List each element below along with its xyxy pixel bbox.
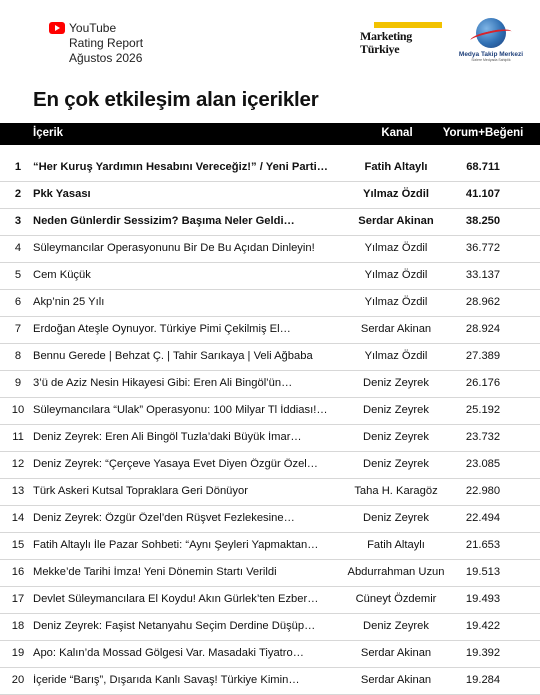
column-header-content: İçerik bbox=[33, 127, 64, 139]
rank-cell: 4 bbox=[14, 242, 22, 254]
score-cell: 19.392 bbox=[465, 647, 501, 659]
score-cell: 28.924 bbox=[465, 323, 501, 335]
table-row bbox=[0, 587, 540, 614]
table-row bbox=[0, 317, 540, 344]
title-cell: Cem Küçük bbox=[33, 269, 91, 281]
table-row bbox=[0, 425, 540, 452]
rank-cell: 17 bbox=[11, 593, 25, 605]
ranking-table bbox=[0, 123, 540, 695]
channel-cell: Serdar Akinan bbox=[360, 647, 432, 659]
rank-cell: 2 bbox=[14, 188, 22, 200]
logo-bar bbox=[374, 22, 442, 28]
mtm-logo-name: Medya Takip Merkezi bbox=[458, 51, 524, 58]
channel-cell: Cüneyt Özdemir bbox=[355, 593, 437, 605]
report-header bbox=[0, 18, 540, 78]
channel-cell: Abdurrahman Uzun bbox=[347, 566, 445, 578]
score-cell: 22.494 bbox=[465, 512, 501, 524]
table-row bbox=[0, 263, 540, 290]
table-header bbox=[0, 123, 540, 145]
title-cell: Deniz Zeyrek: “Çerçeve Yasaya Evet Diyen Özgür Özel… bbox=[33, 458, 318, 470]
rank-cell: 3 bbox=[14, 215, 22, 227]
rank-cell: 14 bbox=[11, 512, 25, 524]
rank-cell: 16 bbox=[11, 566, 25, 578]
column-header-channel: Kanal bbox=[381, 127, 413, 139]
title-cell: Neden Günlerdir Sessizim? Başıma Neler Geldi… bbox=[33, 215, 295, 227]
page-title: En çok etkileşim alan içerikler bbox=[33, 88, 319, 111]
marketing-turkiye-logo bbox=[360, 22, 442, 68]
table-row bbox=[0, 344, 540, 371]
channel-cell: Yılmaz Özdil bbox=[364, 350, 428, 362]
title-cell: Mekke’de Tarihi İmza! Yeni Dönemin Startı Verildi bbox=[33, 566, 277, 578]
title-cell: “Her Kuruş Yardımın Hesabını Vereceğiz!” / Yeni Parti… bbox=[33, 161, 328, 173]
title-cell: Deniz Zeyrek: Özgür Özel’den Rüşvet Fezlekesine… bbox=[33, 512, 295, 524]
channel-cell: Deniz Zeyrek bbox=[363, 404, 429, 416]
channel-cell: Deniz Zeyrek bbox=[363, 512, 429, 524]
rank-cell: 18 bbox=[11, 620, 25, 632]
table-row bbox=[0, 641, 540, 668]
table-row bbox=[0, 668, 540, 695]
score-cell: 25.192 bbox=[465, 404, 501, 416]
channel-cell: Serdar Akinan bbox=[360, 674, 432, 686]
rank-cell: 8 bbox=[14, 350, 22, 362]
rank-cell: 7 bbox=[14, 323, 22, 335]
rank-cell: 13 bbox=[11, 485, 25, 497]
title-cell: Bennu Gerede | Behzat Ç. | Tahir Sarıkaya | Veli Ağbaba bbox=[33, 350, 313, 362]
score-cell: 38.250 bbox=[465, 215, 501, 227]
score-cell: 33.137 bbox=[465, 269, 501, 281]
score-cell: 41.107 bbox=[465, 188, 501, 200]
channel-cell: Deniz Zeyrek bbox=[363, 431, 429, 443]
score-cell: 19.284 bbox=[465, 674, 501, 686]
score-cell: 26.176 bbox=[465, 377, 501, 389]
rank-cell: 20 bbox=[11, 674, 25, 686]
platform-name: YouTube bbox=[69, 21, 117, 35]
table-row bbox=[0, 371, 540, 398]
table-row bbox=[0, 398, 540, 425]
report-info bbox=[69, 21, 143, 66]
score-cell: 23.085 bbox=[465, 458, 501, 470]
rank-cell: 12 bbox=[11, 458, 25, 470]
score-cell: 27.389 bbox=[465, 350, 501, 362]
table-row bbox=[0, 479, 540, 506]
rank-cell: 9 bbox=[14, 377, 22, 389]
globe-icon bbox=[476, 18, 506, 48]
rank-cell: 11 bbox=[12, 431, 24, 443]
channel-cell: Yılmaz Özdil bbox=[363, 188, 429, 200]
table-row bbox=[0, 182, 540, 209]
channel-cell: Fatih Altaylı bbox=[367, 539, 425, 551]
title-cell: Türk Askeri Kutsal Topraklara Geri Dönüyor bbox=[33, 485, 248, 497]
table-body bbox=[0, 155, 540, 695]
rank-cell: 1 bbox=[14, 161, 22, 173]
title-cell: Deniz Zeyrek: Eren Ali Bingöl Tuzla’daki Büyük İmar… bbox=[33, 431, 302, 443]
table-row bbox=[0, 533, 540, 560]
table-row bbox=[0, 614, 540, 641]
score-cell: 68.711 bbox=[466, 161, 500, 173]
column-header-score: Yorum+Beğeni bbox=[442, 127, 524, 139]
medya-takip-merkezi-logo bbox=[455, 18, 527, 74]
title-cell: Akp’nin 25 Yılı bbox=[33, 296, 105, 308]
rank-cell: 10 bbox=[11, 404, 25, 416]
score-cell: 28.962 bbox=[465, 296, 501, 308]
mtm-logo-subtitle: Sizlere Medyada Sahiplik bbox=[471, 58, 511, 62]
channel-cell: Yılmaz Özdil bbox=[364, 296, 428, 308]
table-row bbox=[0, 506, 540, 533]
score-cell: 19.513 bbox=[465, 566, 501, 578]
channel-cell: Yılmaz Özdil bbox=[364, 269, 428, 281]
channel-cell: Serdar Akinan bbox=[360, 323, 432, 335]
channel-cell: Fatih Altaylı bbox=[364, 161, 428, 173]
score-cell: 19.493 bbox=[465, 593, 501, 605]
table-row bbox=[0, 290, 540, 317]
table-row bbox=[0, 452, 540, 479]
title-cell: Fatih Altaylı İle Pazar Sohbeti: “Aynı Şeyleri Yapmaktan… bbox=[33, 539, 319, 551]
score-cell: 21.653 bbox=[465, 539, 501, 551]
channel-cell: Yılmaz Özdil bbox=[364, 242, 428, 254]
rank-cell: 15 bbox=[11, 539, 25, 551]
youtube-icon bbox=[49, 22, 65, 34]
table-row bbox=[0, 209, 540, 236]
title-cell: İçeride “Barış”, Dışarıda Kanlı Savaş! Türkiye Kimin… bbox=[33, 674, 300, 686]
channel-cell: Deniz Zeyrek bbox=[363, 377, 429, 389]
score-cell: 22.980 bbox=[465, 485, 501, 497]
title-cell: 3’ü de Aziz Nesin Hikayesi Gibi: Eren Ali Bingöl’ün… bbox=[33, 377, 293, 389]
title-cell: Süleymancılara “Ulak” Operasyonu: 100 Milyar Tl İddiası!… bbox=[33, 404, 328, 416]
channel-cell: Taha H. Karagöz bbox=[354, 485, 438, 497]
channel-cell: Deniz Zeyrek bbox=[363, 620, 429, 632]
table-row bbox=[0, 560, 540, 587]
score-cell: 36.772 bbox=[465, 242, 501, 254]
channel-cell: Serdar Akinan bbox=[358, 215, 434, 227]
score-cell: 23.732 bbox=[465, 431, 501, 443]
rank-cell: 6 bbox=[14, 296, 22, 308]
title-cell: Apo: Kalın’da Mossad Gölgesi Var. Masadaki Tiyatro… bbox=[33, 647, 304, 659]
table-row bbox=[0, 236, 540, 263]
report-name: Rating Report bbox=[69, 36, 144, 50]
title-cell: Pkk Yasası bbox=[33, 188, 91, 200]
logo-marketing-text: Marketing bbox=[360, 29, 412, 43]
score-cell: 19.422 bbox=[465, 620, 501, 632]
channel-cell: Deniz Zeyrek bbox=[363, 458, 429, 470]
title-cell: Erdoğan Ateşle Oynuyor. Türkiye Pimi Çekilmiş El… bbox=[33, 323, 291, 335]
title-cell: Devlet Süleymancılara El Koydu! Akın Gürlek’ten Ezber… bbox=[33, 593, 319, 605]
rank-cell: 19 bbox=[11, 647, 25, 659]
title-cell: Süleymancılar Operasyonunu Bir De Bu Açıdan Dinleyin! bbox=[33, 242, 315, 254]
rank-cell: 5 bbox=[14, 269, 22, 281]
table-row bbox=[0, 155, 540, 182]
report-period: Ağustos 2026 bbox=[69, 51, 143, 65]
logo-turkiye-text: Türkiye bbox=[360, 42, 400, 56]
title-cell: Deniz Zeyrek: Faşist Netanyahu Seçim Derdine Düşüp… bbox=[33, 620, 316, 632]
